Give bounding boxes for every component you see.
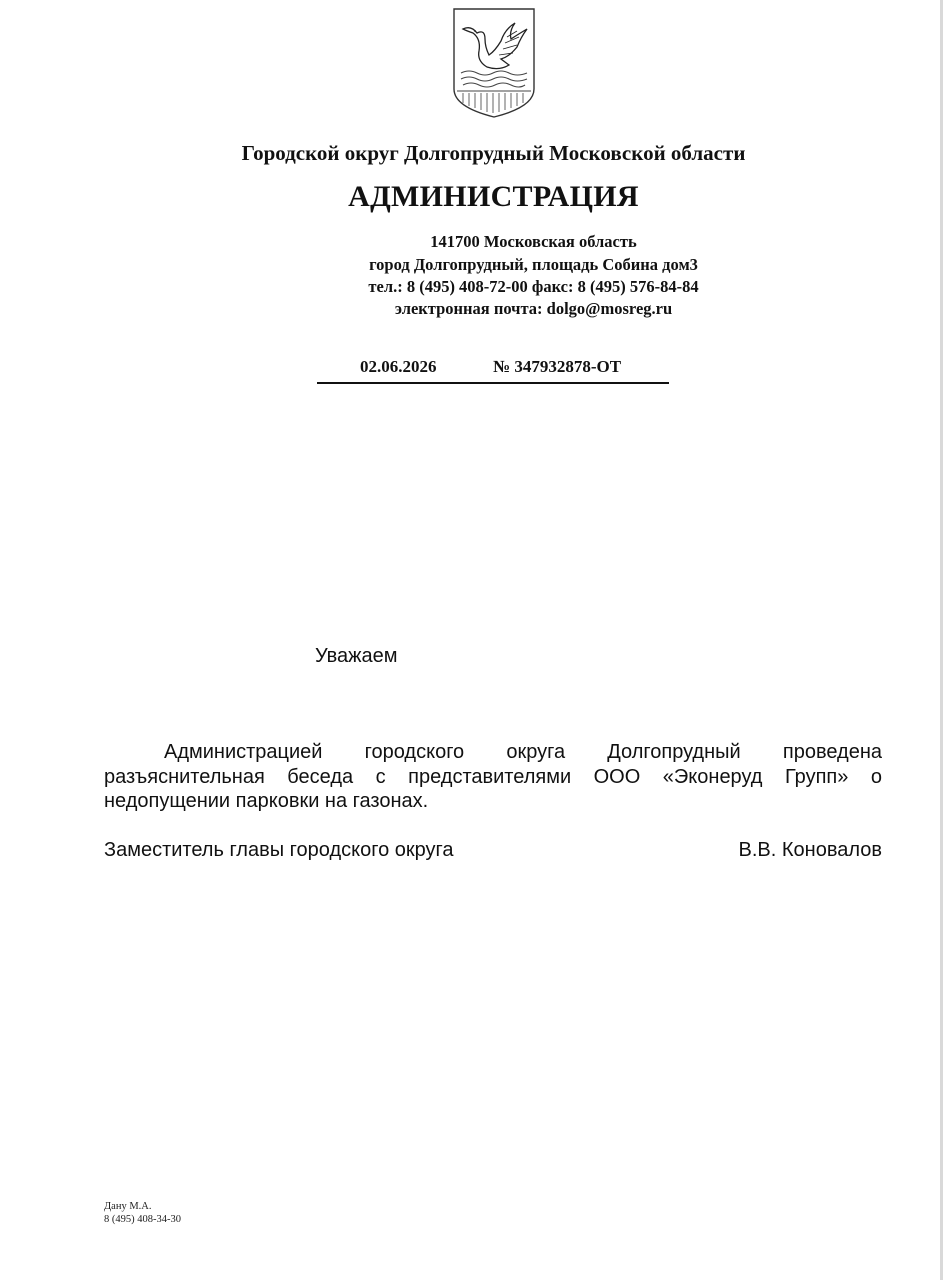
registration-number: № 347932878-ОТ bbox=[493, 357, 622, 376]
registration-date: 02.06.2026 bbox=[360, 357, 437, 376]
phone-fax-line: тел.: 8 (495) 408-72-00 факс: 8 (495) 576-84-84 bbox=[368, 277, 699, 296]
executor-phone: 8 (495) 408-34-30 bbox=[104, 1214, 181, 1225]
address-line-2: город Долгопрудный, площадь Собина дом3 bbox=[369, 255, 698, 274]
organization-name: Городской округ Долгопрудный Московской области bbox=[241, 141, 746, 165]
registration-underline bbox=[317, 382, 669, 384]
address-line-1: 141700 Московская область bbox=[430, 232, 637, 251]
body-line: Администрацией городского округа Долгопрудный проведена bbox=[164, 741, 882, 763]
body-line: недопущении парковки на газонах. bbox=[104, 790, 429, 812]
signatory-name: В.В. Коновалов bbox=[738, 839, 882, 861]
coat-of-arms-swan-icon bbox=[451, 7, 537, 119]
letter-body bbox=[104, 740, 882, 814]
signatory-position: Заместитель главы городского округа bbox=[104, 839, 454, 861]
executor-name: Дану М.А. bbox=[104, 1201, 152, 1212]
salutation: Уважаем bbox=[315, 645, 398, 667]
administration-title: АДМИНИСТРАЦИЯ bbox=[348, 180, 639, 213]
executor-info bbox=[104, 1200, 181, 1226]
body-line: разъяснительная беседа с представителями ООО «Эконеруд Групп» о bbox=[104, 765, 882, 788]
email-line: электронная почта: dolgo@mosreg.ru bbox=[394, 299, 673, 318]
